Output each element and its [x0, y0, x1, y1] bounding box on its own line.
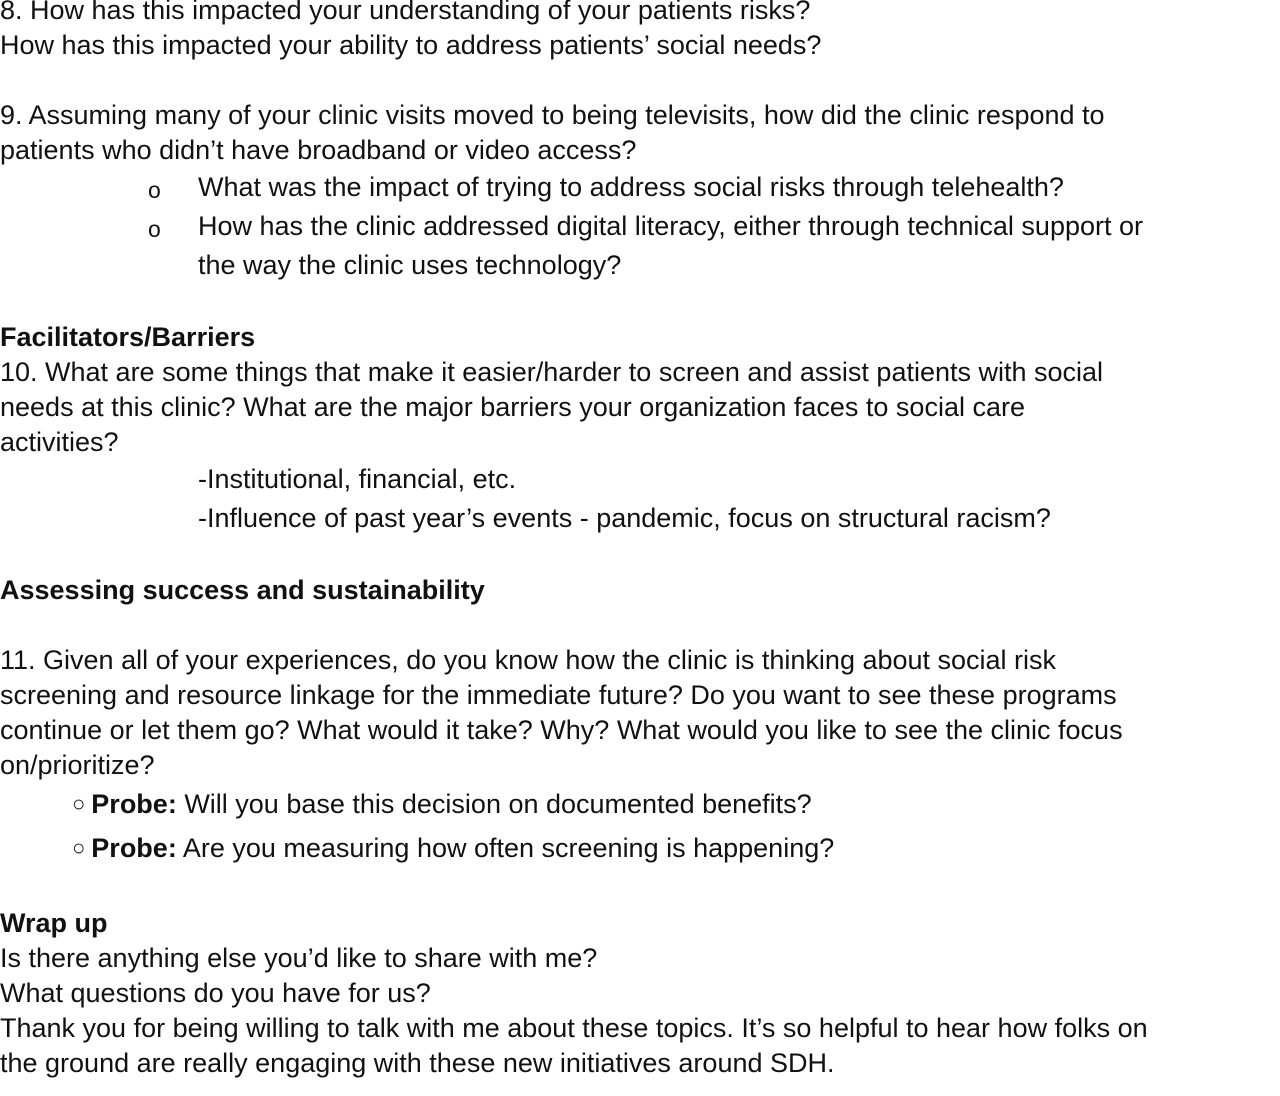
section-heading-facilitators: Facilitators/Barriers — [0, 322, 256, 352]
q11-line-3: continue or let them go? What would it take? Why? What would you like to see the clinic focus — [0, 715, 1123, 745]
section-heading-assessing: Assessing success and sustainability — [0, 575, 485, 605]
q11-probe-1 — [0, 783, 1280, 827]
q10-line-2: needs at this clinic? What are the major barriers your organization faces to social care — [0, 392, 1025, 422]
wrapup-line-1: Is there anything else you’d like to share with me? — [0, 943, 598, 973]
q10-line-3: activities? — [0, 427, 119, 457]
q9-subitem-2-text: How has the clinic addressed digital literacy, either through technical support or — [198, 211, 1143, 241]
q11-probe-2-text: Are you measuring how often screening is happening? — [176, 833, 835, 863]
spacer — [0, 285, 1280, 320]
q9-line-1: 9. Assuming many of your clinic visits moved to being televisits, how did the clinic respond to — [0, 100, 1105, 130]
probe-label: Probe: — [91, 789, 177, 819]
wrapup-line-3: Thank you for being willing to talk with me about these topics. It’s so helpful to hear how folks on — [0, 1013, 1148, 1043]
q11-line-4: on/prioritize? — [0, 750, 155, 780]
bullet-circle-icon: ○ — [72, 791, 86, 816]
section-heading-wrapup: Wrap up — [0, 908, 108, 938]
spacer — [0, 871, 1280, 906]
q9-subitem-2 — [0, 207, 1280, 246]
q9-subitem-2-continued: the way the clinic uses technology? — [198, 250, 622, 280]
bullet-o-icon: o — [148, 216, 161, 242]
q10-item-1: -Institutional, financial, etc. — [198, 464, 517, 494]
q9-line-2: patients who didn’t have broadband or video access? — [0, 135, 637, 165]
q11-line-2: screening and resource linkage for the immediate future? Do you want to see these programs — [0, 680, 1117, 710]
q8-line-1: 8. How has this impacted your understanding of your patients risks? — [0, 0, 811, 25]
spacer — [0, 63, 1280, 98]
bullet-circle-icon: ○ — [72, 835, 86, 860]
q11-probe-1-text: Will you base this decision on documented benefits? — [176, 789, 812, 819]
spacer — [0, 608, 1280, 643]
q9-subitem-1-text: What was the impact of trying to address social risks through telehealth? — [198, 172, 1064, 202]
q8-line-2: How has this impacted your ability to address patients’ social needs? — [0, 30, 822, 60]
q11-probe-2 — [0, 827, 1280, 871]
wrapup-line-2: What questions do you have for us? — [0, 978, 431, 1008]
q9-subitem-1 — [0, 168, 1280, 207]
bullet-o-icon: o — [148, 177, 161, 203]
probe-label: Probe: — [91, 833, 177, 863]
q10-item-2: -Influence of past year’s events - pandemic, focus on structural racism? — [198, 503, 1051, 533]
q10-line-1: 10. What are some things that make it easier/harder to screen and assist patients with social — [0, 357, 1104, 387]
wrapup-line-4: the ground are really engaging with these new initiatives around SDH. — [0, 1048, 835, 1078]
q11-line-1: 11. Given all of your experiences, do you know how the clinic is thinking about social risk — [0, 645, 1057, 675]
spacer — [0, 538, 1280, 573]
